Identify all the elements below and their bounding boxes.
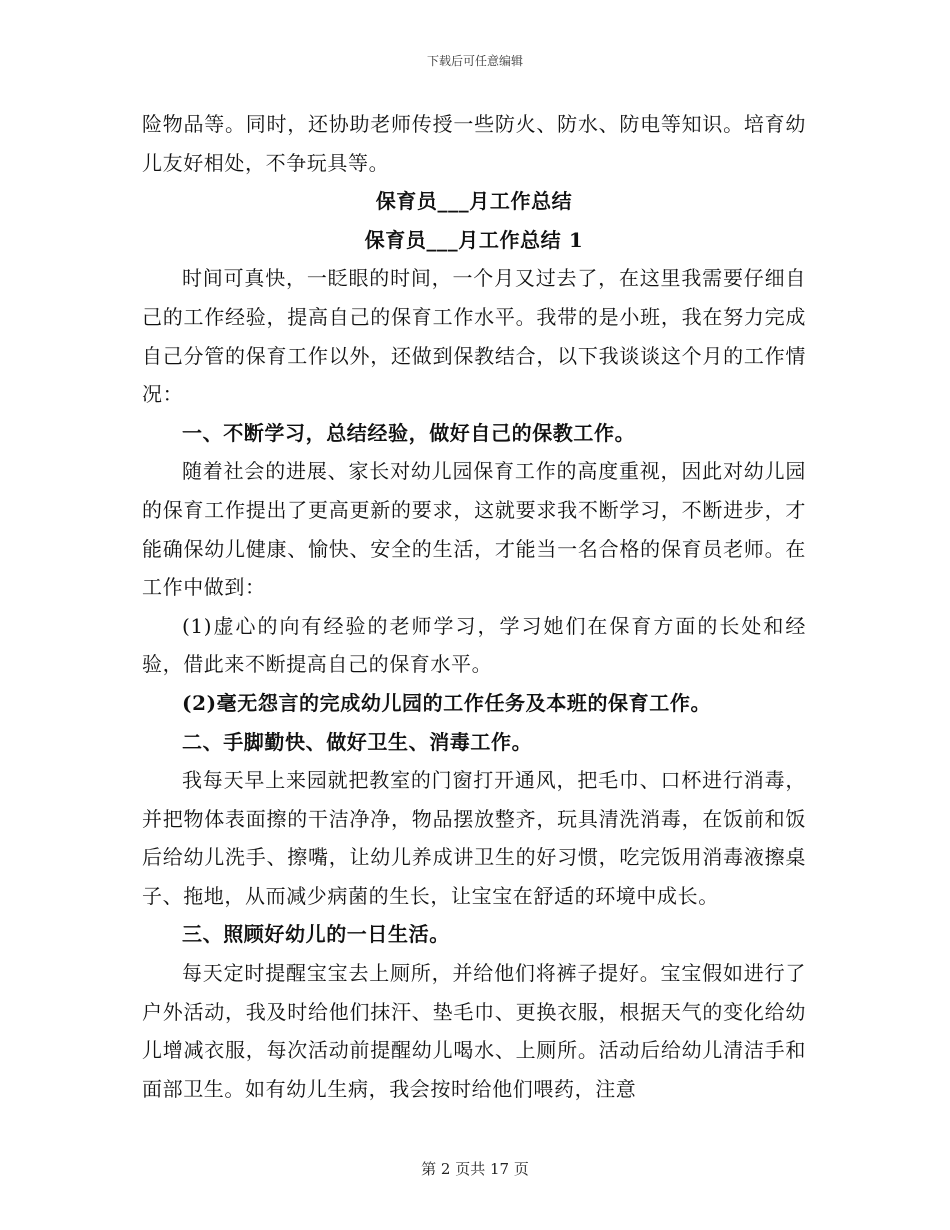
document-title: 保育员___月工作总结 — [375, 189, 573, 214]
page-header: 下载后可任意编辑 — [426, 54, 523, 68]
paragraph-learning: 随着社会的进展、家长对幼儿园保育工作的高度重视，因此对幼儿园的保育工作提出了更高更新的要求，这就要求我不断学习，不断进步，才能确保幼儿健康、愉快、安全的生活，才能当一名合格的保育员老师。在工作中做到： — [142, 459, 806, 600]
page-footer: 第 2 页共 17 页 — [421, 1160, 529, 1178]
list-item-2: (2)毫无怨言的完成幼儿园的工作任务及本班的保育工作。 — [182, 690, 712, 715]
document-subtitle: 保育员___月工作总结 1 — [364, 227, 584, 252]
paragraph-continuation: 险物品等。同时，还协助老师传授一些防火、防水、防电等知识。培育幼儿友好相处，不争玩具等。 — [142, 112, 806, 175]
paragraph-intro: 时间可真快，一眨眼的时间，一个月又过去了，在这里我需要仔细自己的工作经验，提高自己的保育工作水平。我带的是小班，我在努力完成自己分管的保育工作以外，还做到保教结合，以下我谈谈这个月的工作情况： — [142, 266, 806, 407]
section-heading-3: 三、照顾好幼儿的一日生活。 — [182, 922, 450, 947]
section-heading-1: 一、不断学习，总结经验，做好自己的保教工作。 — [182, 420, 636, 445]
list-item-1: (1)虚心的向有经验的老师学习，学习她们在保育方面的长处和经验，借此来不断提高自己的保育水平。 — [142, 613, 806, 677]
document-body — [142, 105, 806, 1108]
paragraph-daily-care: 每天定时提醒宝宝去上厕所，并给他们将裤子提好。宝宝假如进行了户外活动，我及时给他们抹汗、垫毛巾、更换衣服，根据天气的变化给幼儿增减衣服，每次活动前提醒幼儿喝水、上厕所。活动后给幼儿清洁手和面部卫生。如有幼儿生病，我会按时给他们喂药，注意 — [142, 961, 806, 1101]
section-heading-2: 二、手脚勤快、做好卫生、消毒工作。 — [182, 729, 533, 754]
paragraph-hygiene: 我每天早上来园就把教室的门窗打开通风，把毛巾、口杯进行消毒，并把物体表面擦的干洁净净，物品摆放整齐，玩具清洗消毒，在饭前和饭后给幼儿洗手、擦嘴，让幼儿养成讲卫生的好习惯，吃完饭用消毒液擦桌子、拖地，从而减少病菌的生长，让宝宝在舒适的环境中成长。 — [142, 768, 806, 908]
